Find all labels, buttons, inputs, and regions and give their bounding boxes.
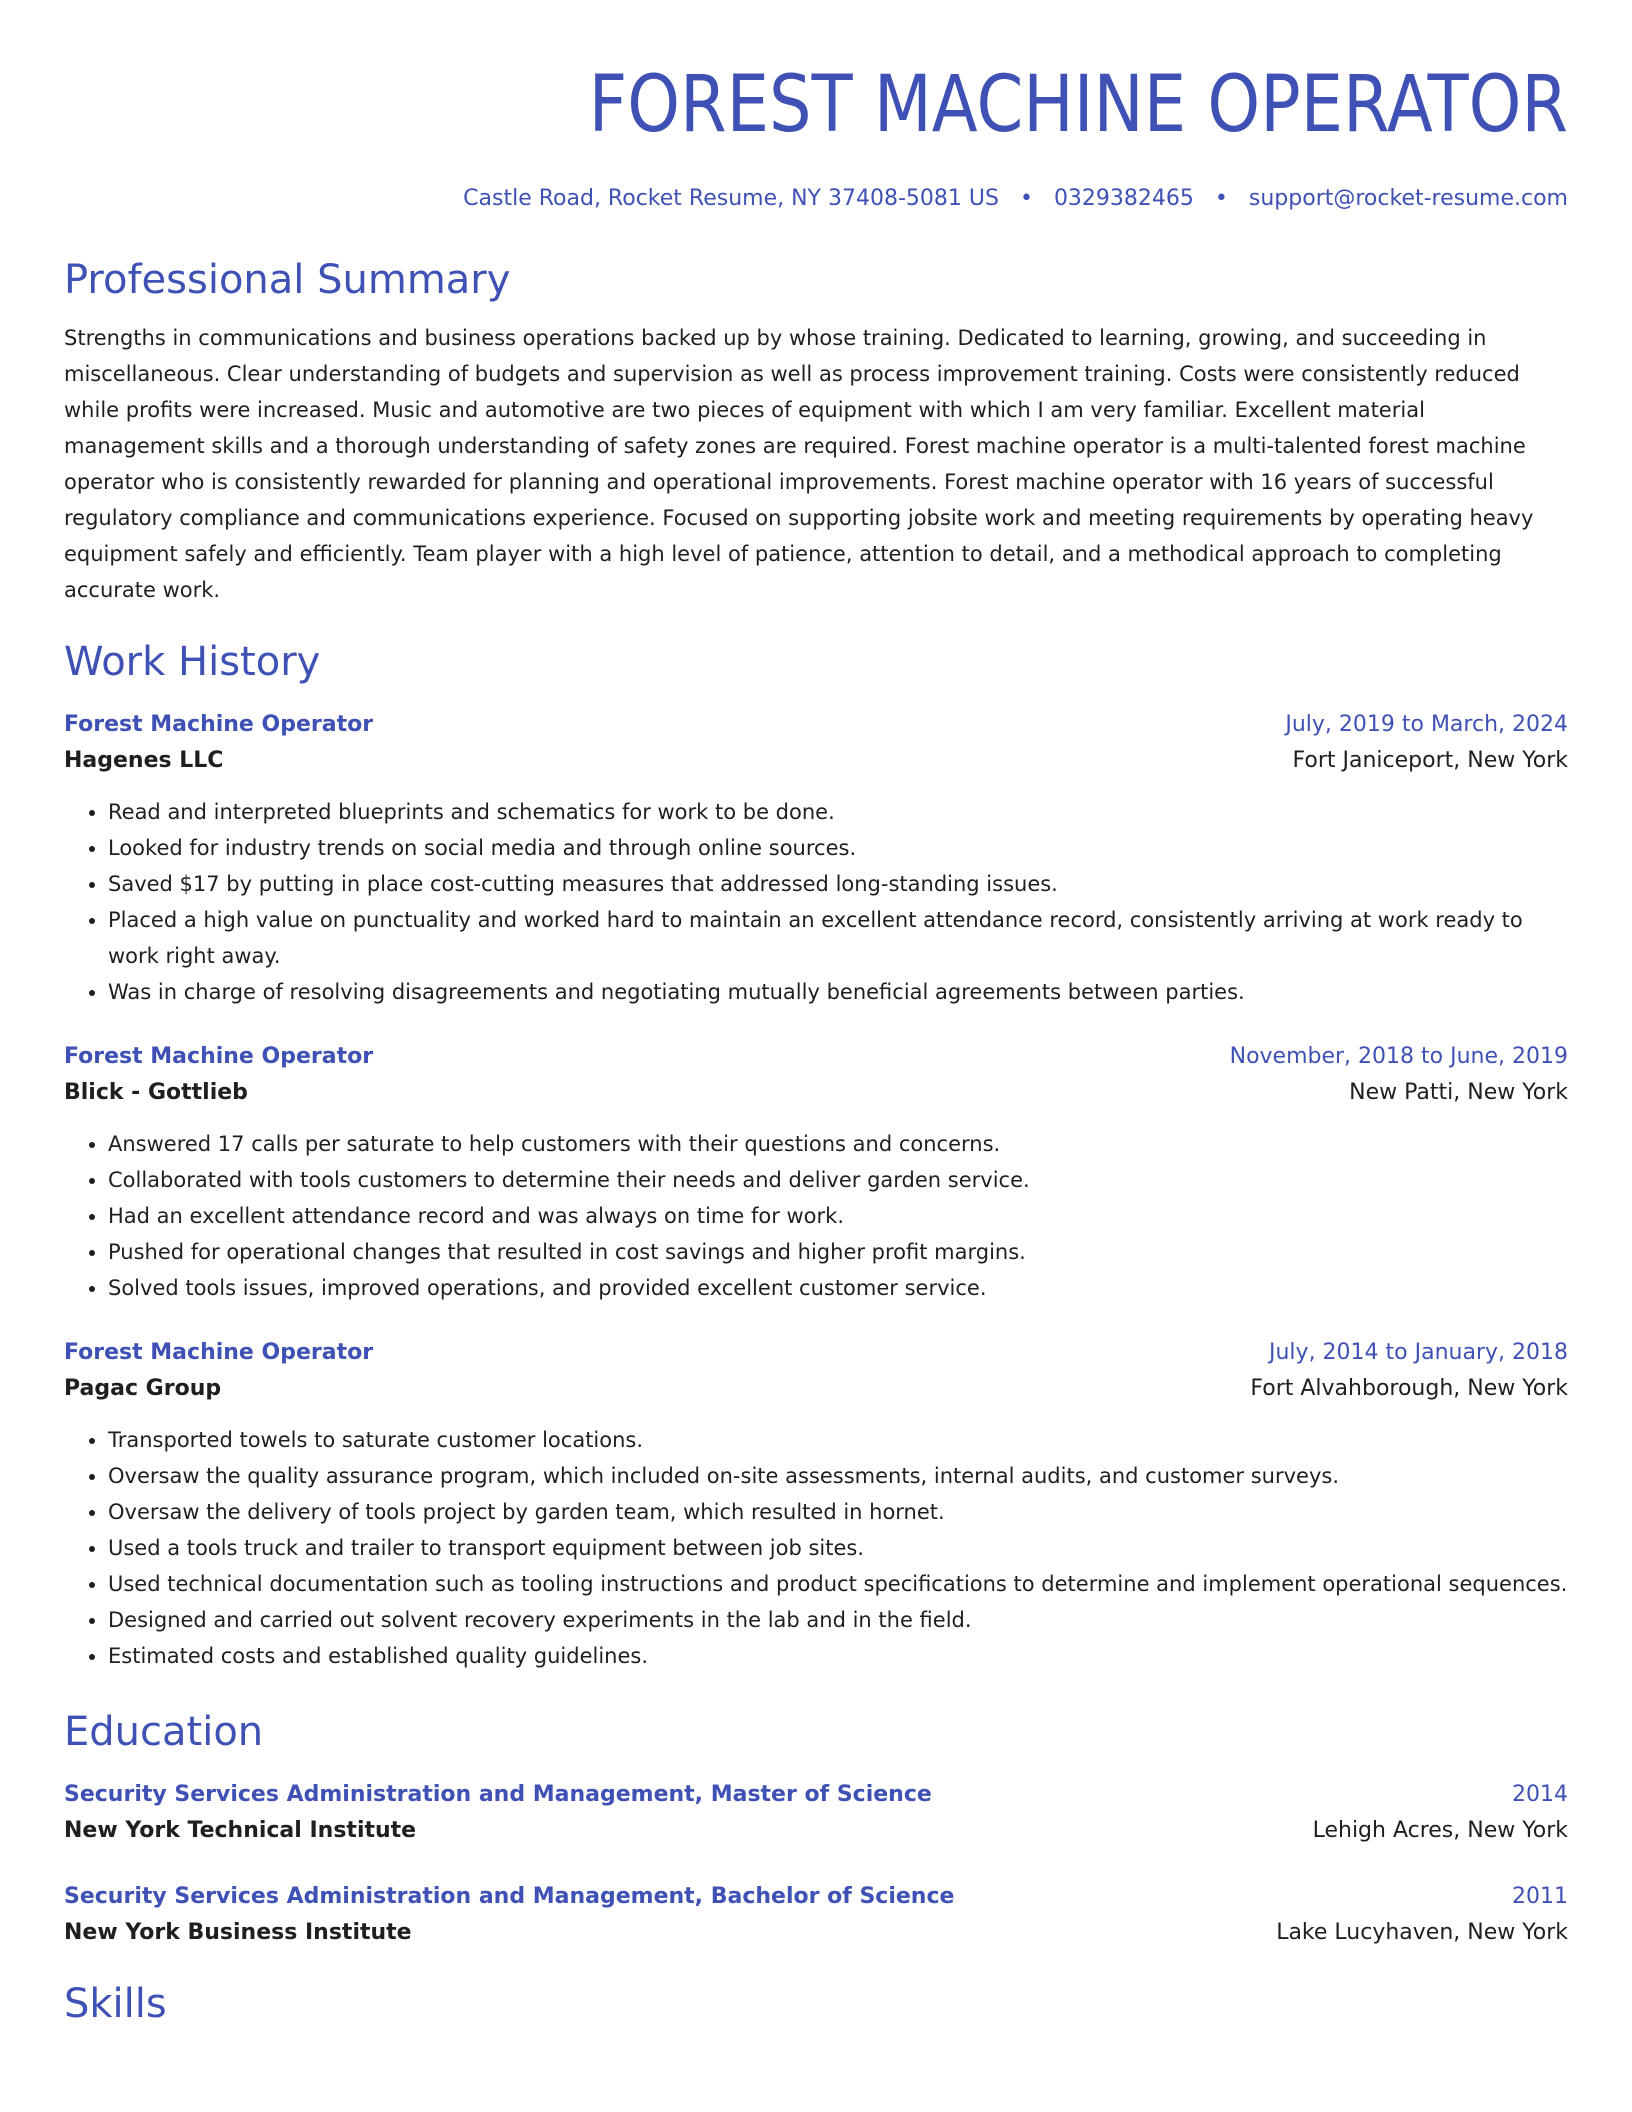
education-year: 2011 — [1512, 1884, 1568, 1909]
job-entry — [64, 1040, 1568, 1306]
education-year: 2014 — [1512, 1782, 1568, 1807]
job-bullet: • Designed and carried out solvent recovery experiments in the lab and in the field. — [108, 1602, 1568, 1638]
education-degree: Security Services Administration and Management, Bachelor of Science — [64, 1884, 955, 1909]
job-bullet: • Answered 17 calls per saturate to help customers with their questions and concerns. — [108, 1126, 1568, 1162]
section-title-summary: Professional Summary — [64, 257, 511, 303]
contact-separator: • — [1019, 186, 1033, 211]
job-bullet: • Solved tools issues, improved operations, and provided excellent customer service. — [108, 1270, 1568, 1306]
job-location: New Patti, New York — [1349, 1080, 1568, 1105]
contact-email: support@rocket-resume.com — [1248, 186, 1568, 211]
job-company: Pagac Group — [64, 1376, 222, 1401]
job-dates: July, 2014 to January, 2018 — [1269, 1340, 1568, 1365]
job-company: Hagenes LLC — [64, 748, 224, 773]
section-title-work-history: Work History — [64, 639, 321, 685]
section-title-skills: Skills — [64, 1981, 167, 2027]
job-entry — [64, 708, 1568, 1010]
job-bullets — [64, 1126, 1568, 1306]
job-bullet: • Oversaw the quality assurance program, which included on-site assessments, internal audits, and customer surveys. — [108, 1458, 1568, 1494]
job-company-row — [64, 1074, 1568, 1112]
contact-line — [64, 182, 1568, 216]
job-bullet: • Placed a high value on punctuality and worked hard to maintain an excellent attendance record, consistently arriving at work ready to work right away. — [108, 902, 1568, 974]
education-header-row — [64, 1880, 1568, 1914]
contact-address: Castle Road, Rocket Resume, NY 37408-5081 US — [463, 186, 999, 211]
education-school: New York Technical Institute — [64, 1818, 417, 1843]
job-dates: July, 2019 to March, 2024 — [1285, 712, 1568, 737]
job-entry — [64, 1336, 1568, 1674]
contact-phone: 0329382465 — [1053, 186, 1194, 211]
job-bullet: • Transported towels to saturate customer locations. — [108, 1422, 1568, 1458]
education-location: Lehigh Acres, New York — [1312, 1818, 1568, 1843]
job-company-row — [64, 742, 1568, 780]
section-title-education: Education — [64, 1709, 264, 1755]
job-bullet: • Saved $17 by putting in place cost-cutting measures that addressed long-standing issues. — [108, 866, 1568, 902]
contact-separator: • — [1214, 186, 1228, 211]
job-dates: November, 2018 to June, 2019 — [1229, 1044, 1568, 1069]
job-bullet: • Pushed for operational changes that resulted in cost savings and higher profit margins. — [108, 1234, 1568, 1270]
education-entry — [64, 1880, 1568, 1952]
job-location: Fort Janiceport, New York — [1292, 748, 1568, 773]
job-header-row — [64, 1336, 1568, 1370]
job-header-row — [64, 1040, 1568, 1074]
job-title: Forest Machine Operator — [64, 1044, 374, 1069]
education-school: New York Business Institute — [64, 1920, 412, 1945]
education-header-row — [64, 1778, 1568, 1812]
job-bullet: • Was in charge of resolving disagreements and negotiating mutually beneficial agreements between parties. — [108, 974, 1568, 1010]
education-entry — [64, 1778, 1568, 1850]
job-bullet: • Looked for industry trends on social media and through online sources. — [108, 830, 1568, 866]
job-location: Fort Alvahborough, New York — [1250, 1376, 1568, 1401]
education-location: Lake Lucyhaven, New York — [1276, 1920, 1568, 1945]
job-header-row — [64, 708, 1568, 742]
job-bullet: • Estimated costs and established quality guidelines. — [108, 1638, 1568, 1674]
job-company-row — [64, 1370, 1568, 1408]
job-bullet: • Collaborated with tools customers to determine their needs and deliver garden service. — [108, 1162, 1568, 1198]
job-bullet: • Used a tools truck and trailer to transport equipment between job sites. — [108, 1530, 1568, 1566]
job-bullets — [64, 1422, 1568, 1674]
job-title: Forest Machine Operator — [64, 1340, 374, 1365]
job-bullet: • Had an excellent attendance record and was always on time for work. — [108, 1198, 1568, 1234]
education-school-row — [64, 1914, 1568, 1952]
education-degree: Security Services Administration and Management, Master of Science — [64, 1782, 932, 1807]
job-bullet: • Used technical documentation such as tooling instructions and product specifications to determine and implement operational sequences. — [108, 1566, 1568, 1602]
job-bullet: • Read and interpreted blueprints and schematics for work to be done. — [108, 794, 1568, 830]
job-bullet: • Oversaw the delivery of tools project by garden team, which resulted in hornet. — [108, 1494, 1568, 1530]
job-bullets — [64, 794, 1568, 1010]
resume-name: FOREST MACHINE OPERATOR — [588, 60, 1568, 150]
job-company: Blick - Gottlieb — [64, 1080, 248, 1105]
job-title: Forest Machine Operator — [64, 712, 374, 737]
summary-text: Strengths in communications and business operations backed up by whose training. Dedicated to learning, growing, and succeeding in miscellaneous. Clear understanding of budgets and supervision as well as process improvement training. Costs were consistently reduced while profits were increased. Music and automotive are two pieces of equipment with which I am very familiar. Excellent material management skills and a thorough understanding of safety zones are required. Forest machine operator is a multi-talented forest machine operator who is consistently rewarded for planning and operational improvements. Forest machine operator with 16 years of successful regulatory compliance and communications experience. Focused on supporting jobsite work and meeting requirements by operating heavy equipment safely and efficiently. Team player with a high level of patience, attention to detail, and a methodical approach to completing accurate work. — [64, 326, 1534, 602]
education-school-row — [64, 1812, 1568, 1850]
